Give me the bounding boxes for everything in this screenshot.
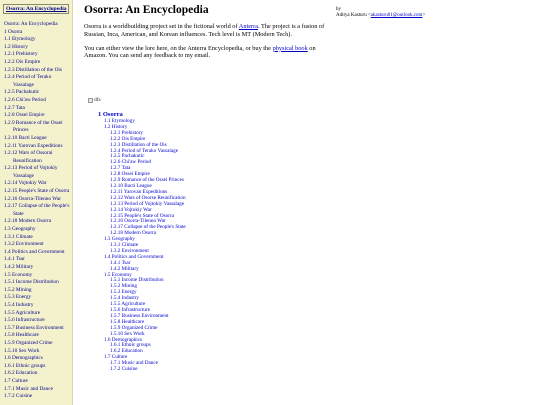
toc-link[interactable]: 1.5.5 Agriculture <box>110 301 146 308</box>
table-of-contents <box>98 111 338 373</box>
toc-link[interactable]: 1.2.12 Wars of Osorse Reunification <box>110 194 186 201</box>
purchase-text-start: You can either view the lore here, on the Anterra Encyclopedia, or buy the <box>84 44 273 52</box>
sidebar-item[interactable]: 1.2.15 People's State of Osorra <box>4 188 70 195</box>
sidebar-item[interactable]: 1.5.6 Infrastructure <box>4 317 45 324</box>
sidebar-item[interactable]: 1.5.2 Mining <box>4 286 32 293</box>
sidebar-title-link[interactable]: Osorra: An Encyclopedia <box>3 4 69 14</box>
sidebar-item[interactable]: 1.7 Culture <box>4 377 28 384</box>
author-line <box>336 13 425 19</box>
toc-link[interactable]: 1.6.1 Ethnic groups <box>110 342 151 349</box>
sidebar-item[interactable]: 1.5.1 Income Distribution <box>4 279 59 286</box>
sidebar-list <box>0 21 72 401</box>
author-by: by <box>336 7 341 12</box>
sidebar-item[interactable]: 1.5.7 Business Environment <box>4 324 64 331</box>
sidebar-item[interactable]: 1.6 Demographics <box>4 355 43 362</box>
page-title: Osorra: An Encyclopedia <box>84 4 209 16</box>
sidebar-item[interactable]: 1.7.2 Cuisine <box>4 393 33 400</box>
sidebar-item[interactable]: 1.5 Economy <box>4 271 33 278</box>
toc-link[interactable]: 1.7.1 Music and Dance <box>110 360 158 367</box>
toc-link[interactable]: 1.2.11 Yarovan Expeditions <box>110 188 168 195</box>
sidebar-item[interactable]: 1.2.11 Yarovan Expeditions <box>4 142 63 149</box>
toc-link[interactable]: 1.5 Economy <box>104 271 132 278</box>
intro-paragraph <box>84 23 334 39</box>
sidebar-item[interactable]: 1.5.10 Sex Work <box>4 347 40 354</box>
author-byline <box>336 7 425 20</box>
sidebar-item[interactable]: 1.2.10 Bacti League <box>4 134 47 141</box>
sidebar-item[interactable]: 1.2.6 Chi'aw Period <box>4 96 46 103</box>
toc-link[interactable]: 1.2.16 Osorra-Tilenno War <box>110 218 166 225</box>
sidebar-item[interactable]: 1.2.13 Period of Vojtokiy Vassalage <box>4 165 58 179</box>
toc-link[interactable]: 1.5.7 Business Environment <box>110 312 169 319</box>
toc-link[interactable]: 1.3.2 Environment <box>110 247 149 254</box>
toc-link[interactable]: 1.2.8 Ossei Empire <box>110 171 150 178</box>
sidebar-item[interactable]: 1.2.17 Collapse of the People's State <box>4 203 70 217</box>
toc-link[interactable]: 1.2.9 Romance of the Ossei Princes <box>110 177 184 184</box>
toc-link[interactable]: 1.5.4 Industry <box>110 295 139 302</box>
sidebar-item[interactable]: 1.5.8 Healthcare <box>4 332 39 339</box>
sidebar-item[interactable]: 1.2.2 Ois Empire <box>4 58 41 65</box>
toc-link[interactable]: 1.2.10 Bacti League <box>110 182 152 189</box>
toc-link[interactable]: 1.2.7 Tata <box>110 165 131 172</box>
toc-link[interactable]: 1.2.5 Pachakutic <box>110 153 145 160</box>
sidebar-item[interactable]: 1.4.2 Military <box>4 264 34 270</box>
toc-link[interactable]: 1.2.1 Prehistory <box>110 129 143 136</box>
physical-book-link[interactable]: physical book <box>272 44 308 52</box>
toc-link[interactable]: 1.2.14 Vojtokiy War <box>110 206 152 213</box>
author-email-close: > <box>422 13 426 19</box>
toc-link[interactable]: 1.2.3 Distillation of the Ois <box>110 141 167 148</box>
toc-link[interactable]: 1.2.4 Period of Terako Vassalage <box>110 147 179 154</box>
sidebar-item[interactable]: 1.2.18 Modern Osorra <box>4 218 52 225</box>
toc-link[interactable]: 1.2.2 Ois Empire <box>110 135 146 142</box>
sidebar-item[interactable]: 1.3.1 Climate <box>4 233 33 240</box>
toc-link[interactable]: 1.3 Geography <box>104 236 135 243</box>
toc-link[interactable]: 1.4.2 Military <box>110 265 139 272</box>
toc-link[interactable]: 1.5.8 Healthcare <box>110 318 145 325</box>
purchase-text-end: on Amazon. You can send any feedback to my email. <box>84 44 316 60</box>
sidebar-item[interactable]: 1.5.4 Industry <box>4 301 34 308</box>
toc-link[interactable]: 1.2.13 Period of Vojtokiy Vassalage <box>110 200 185 207</box>
sidebar-item[interactable]: 1.2 History <box>4 43 28 50</box>
toc-link[interactable]: 1.5.3 Energy <box>110 289 137 296</box>
toc-link[interactable]: 1.2.17 Collapse of the People's State <box>110 224 186 231</box>
sidebar-item[interactable]: 1.4 Politics and Government <box>4 248 65 255</box>
toc-link[interactable]: 1.6.2 Education <box>110 348 143 355</box>
sidebar-item[interactable]: 1.1 Etymology <box>4 36 36 43</box>
intro-text-end: . The project is a fusion of Russian, Inca, American, and Korean influences. Tech level is MT (Modern Tech). <box>84 23 325 38</box>
sidebar-item[interactable]: 1.4.1 Tsar <box>4 256 25 263</box>
sidebar-item[interactable]: 1.2.12 Wars of Ossorai Reunification <box>4 150 53 164</box>
toc-link[interactable]: 1.2.15 People's State of Osorra <box>110 212 175 219</box>
toc-link[interactable]: 1.4 Politics and Government <box>104 253 164 260</box>
broken-image-icon <box>88 98 93 103</box>
anterra-link[interactable]: Anterra <box>238 23 258 30</box>
sidebar-item[interactable]: Osorra: An Encyclopedia <box>4 21 58 27</box>
sidebar-item[interactable]: 1.6.2 Education <box>4 370 38 377</box>
image-alt-text: dfs <box>94 97 101 103</box>
sidebar-item[interactable]: 1.5.3 Energy <box>4 294 32 301</box>
sidebar-item[interactable]: 1.2.4 Period of Terako Vassalage <box>4 74 52 88</box>
toc-link[interactable]: 1.5.2 Mining <box>110 283 137 290</box>
sidebar-item[interactable]: 1 Osorra <box>4 28 23 35</box>
sidebar-item[interactable]: 1.3.2 Environment <box>4 241 44 248</box>
toc-link[interactable]: 1.5.6 Infrastructure <box>110 307 150 313</box>
sidebar-item[interactable]: 1.2.7 Tata <box>4 104 25 111</box>
sidebar-item[interactable]: 1.6.1 Ethnic groups <box>4 362 46 369</box>
sidebar-item[interactable]: 1.3 Geography <box>4 226 36 233</box>
toc-link[interactable]: 1.3.1 Climate <box>110 242 139 249</box>
toc-link[interactable]: 1.2.6 Chi'aw Period <box>110 159 151 166</box>
sidebar-toc <box>0 0 73 405</box>
broken-image <box>88 97 101 103</box>
toc-link[interactable]: 1.7.2 Cuisine <box>110 366 138 373</box>
sidebar-item[interactable]: 1.5.9 Organized Crime <box>4 339 53 346</box>
toc-link[interactable]: 1.5.1 Income Distribution <box>110 277 164 284</box>
sidebar-item[interactable]: 1.2.5 Pachakutic <box>4 89 40 96</box>
sidebar-item[interactable]: 1.2.14 Vojtokiy War <box>4 180 47 187</box>
author-name: Aditya Kasturu < <box>336 13 371 19</box>
sidebar-item[interactable]: 1.5.5 Agriculture <box>4 309 41 316</box>
purchase-paragraph <box>84 45 334 61</box>
sidebar-item[interactable]: 1.2.3 Distillation of the Ois <box>4 66 62 73</box>
toc-link[interactable]: 1.6 Demographics <box>104 336 143 343</box>
toc-link[interactable]: 1.5.9 Organized Crime <box>110 324 158 331</box>
toc-link[interactable]: 1.4.1 Tsar <box>110 259 131 266</box>
sidebar-item[interactable]: 1.2.16 Osorra-Tilenno War <box>4 195 61 202</box>
toc-top-link[interactable]: 1 Osorra <box>98 111 123 118</box>
sidebar-item[interactable]: 1.2.8 Ossei Empire <box>4 112 45 119</box>
main-content <box>84 0 334 60</box>
toc-link[interactable]: 1.7 Culture <box>104 354 128 361</box>
toc-link[interactable]: 1.5.10 Sex Work <box>110 330 145 337</box>
toc-link[interactable]: 1.2.18 Modern Osorra <box>110 230 157 237</box>
intro-text-start: Osorra is a worldbuilding project set in the fictional world of <box>84 23 239 30</box>
toc-link[interactable]: 1.2 History <box>104 123 128 130</box>
toc-link[interactable]: 1.1 Etymology <box>104 118 135 124</box>
author-email-link[interactable]: akasturu01@outlook.com <box>370 13 423 19</box>
sidebar-item[interactable]: 1.2.9 Romance of the Ossei Princes <box>4 119 63 134</box>
sidebar-item[interactable]: 1.7.1 Music and Dance <box>4 385 53 392</box>
sidebar-item[interactable]: 1.2.1 Prehistory <box>4 51 38 58</box>
